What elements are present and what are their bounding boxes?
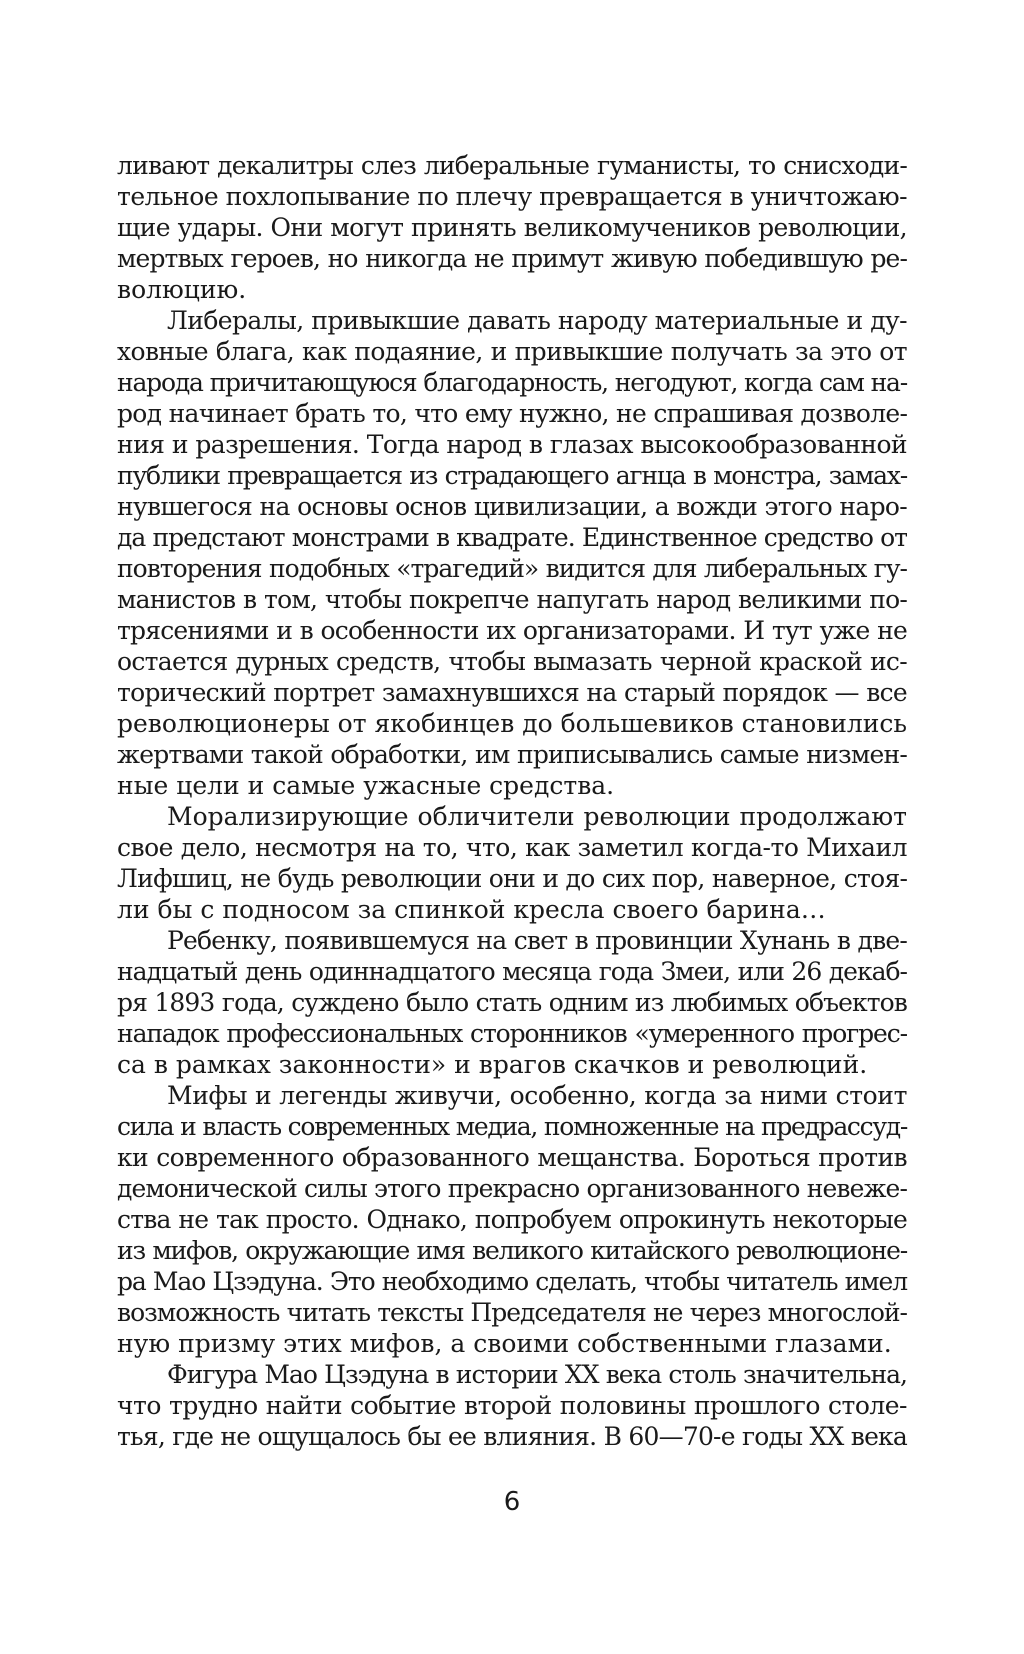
text-line: повторения подобных «трагедий» видится для либеральных гу- xyxy=(117,554,907,583)
page-number: 6 xyxy=(503,1487,521,1517)
text-line: публики превращается из страдающего агнца в монстра, замах- xyxy=(117,461,907,490)
paragraph xyxy=(117,801,907,925)
text-line: нувшегося на основы основ цивилизации, а вожди этого наро- xyxy=(117,492,907,521)
text-line: ливают декалитры слез либеральные гуманисты, то снисходи- xyxy=(117,151,907,180)
text-line: ховные блага, как подаяние, и привыкшие получать за это от xyxy=(117,337,907,366)
text-line: надцатый день одиннадцатого месяца года Змеи, или 26 декаб- xyxy=(117,957,907,986)
text-line: мертвых героев, но никогда не примут живую победившую ре- xyxy=(117,244,907,273)
text-line: Морализирующие обличители революции продолжают xyxy=(167,802,907,831)
paragraph xyxy=(117,1080,907,1359)
text-line: ния и разрешения. Тогда народ в глазах высокообразованной xyxy=(117,430,907,459)
text-line: Лифшиц, не будь революции они и до сих пор, наверное, стоя- xyxy=(117,864,908,893)
text-line: сила и власть современных медиа, помноженные на предрассуд- xyxy=(117,1112,907,1141)
text-line: народа причитающуюся благодарность, негодуют, когда сам на- xyxy=(117,368,907,397)
text-line: ную призму этих мифов, а своими собственными глазами. xyxy=(117,1329,892,1358)
text-line: нападок профессиональных сторонников «умеренного прогрес- xyxy=(117,1019,907,1048)
text-line: демонической силы этого прекрасно организованного невеже- xyxy=(117,1174,907,1203)
text-line: ства не так просто. Однако, попробуем опрокинуть некоторые xyxy=(117,1205,907,1234)
text-line: ли бы с подносом за спинкой кресла своего барина… xyxy=(117,895,826,924)
body-text xyxy=(117,150,907,1452)
text-line: тья, где не ощущалось бы ее влияния. В 60—70-е годы XX века xyxy=(117,1422,907,1451)
text-line: щие удары. Они могут принять великомучеников революции, xyxy=(117,213,907,242)
text-line: ря 1893 года, суждено было стать одним из любимых объектов xyxy=(117,988,907,1017)
text-line: что трудно найти событие второй половины прошлого столе- xyxy=(117,1391,907,1420)
text-line: Ребенку, появившемуся на свет в провинции Хунань в две- xyxy=(167,926,907,955)
text-line: Фигура Мао Цзэдуна в истории XX века столь значительна, xyxy=(167,1360,907,1389)
text-line: возможность читать тексты Председателя не через многослой- xyxy=(117,1298,907,1327)
text-line: из мифов, окружающие имя великого китайского революционе- xyxy=(117,1236,907,1265)
text-line: ные цели и самые ужасные средства. xyxy=(117,771,615,800)
text-line: род начинает брать то, что ему нужно, не спрашивая дозволе- xyxy=(117,399,908,428)
text-line: свое дело, несмотря на то, что, как заметил когда-то Михаил xyxy=(117,833,907,862)
text-line: ки современного образованного мещанства. Бороться против xyxy=(117,1143,907,1172)
text-line: трясениями и в особенности их организаторами. И тут уже не xyxy=(117,616,907,645)
text-line: тельное похлопывание по плечу превращается в уничтожаю- xyxy=(117,182,908,211)
text-line: революционеры от якобинцев до большевиков становились xyxy=(117,709,908,738)
paragraph xyxy=(117,1359,907,1452)
text-line: ра Мао Цзэдуна. Это необходимо сделать, чтобы читатель имел xyxy=(117,1267,907,1296)
text-line: манистов в том, чтобы покрепче напугать народ великими по- xyxy=(117,585,907,614)
text-line: да предстают монстрами в квадрате. Единственное средство от xyxy=(117,523,907,552)
text-line: жертвами такой обработки, им приписывались самые низмен- xyxy=(117,740,907,769)
text-line: торический портрет замахнувшихся на старый порядок — все xyxy=(117,678,907,707)
paragraph xyxy=(117,305,907,801)
paragraph xyxy=(117,150,907,305)
text-line: Либералы, привыкшие давать народу материальные и ду- xyxy=(167,306,907,335)
text-line: волюцию. xyxy=(117,275,247,304)
text-line: остается дурных средств, чтобы вымазать черной краской ис- xyxy=(117,647,907,676)
text-line: са в рамках законности» и врагов скачков и революций. xyxy=(117,1050,868,1079)
paragraph xyxy=(117,925,907,1080)
text-line: Мифы и легенды живучи, особенно, когда за ними стоит xyxy=(167,1081,907,1110)
